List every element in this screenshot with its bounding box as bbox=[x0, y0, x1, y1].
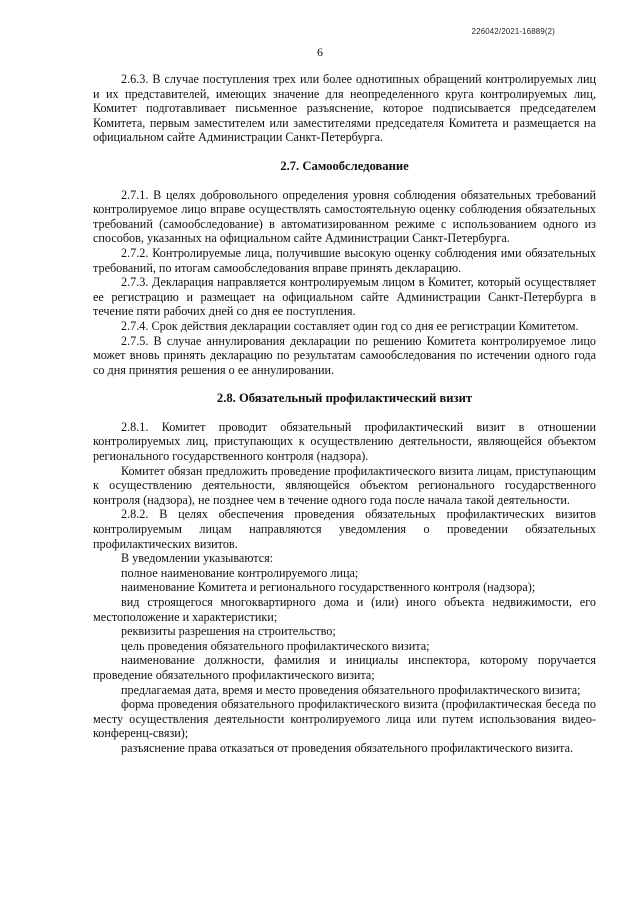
list-item-permit-details: реквизиты разрешения на строительство; bbox=[121, 624, 336, 639]
list-item-inspector: наименование должности, фамилия и инициалы инспектора, которому поручается проведение обязательного профилактического визита; bbox=[93, 653, 596, 682]
paragraph-2-7-4: 2.7.4. Срок действия декларации составляет один год со дня ее регистрации Комитетом. bbox=[121, 318, 579, 333]
paragraph-2-6-3: 2.6.3. В случае поступления трех или более однотипных обращений контролируемых лиц и их представителей, имеющих значение для неопределенного круга контролируемых лиц, Комитет подготавливает письменное разъяснение, которое подписывается председателем Комитета, первым заместителем или заместителями председателя Комитета и размещается на официальном сайте Администрации Санкт-Петербурга. bbox=[93, 72, 596, 145]
list-item-contractor-name: полное наименование контролируемого лица; bbox=[121, 565, 359, 580]
paragraph-2-8-1: 2.8.1. Комитет проводит обязательный профилактический визит в отношении контролируемых лиц, приступающих к осуществлению деятельности, являющейся объектом регионального государственного контроля (надзора). bbox=[93, 419, 596, 464]
section-heading-2-7: 2.7. Самообследование bbox=[280, 158, 409, 173]
list-item-committee-name: наименование Комитета и регионального государственного контроля (надзора); bbox=[121, 580, 536, 595]
paragraph-notice-intro: В уведомлении указываются: bbox=[121, 551, 274, 566]
section-heading-2-8: 2.8. Обязательный профилактический визит bbox=[216, 391, 473, 406]
paragraph-2-7-3: 2.7.3. Декларация направляется контролируемым лицом в Комитет, который осуществляет ее регистрацию и размещает на официальном сайте Администрации Санкт-Петербурга в течение пяти рабочих дней со дня ее поступления. bbox=[93, 275, 596, 319]
list-item-proposed-date: предлагаемая дата, время и место проведения обязательного профилактического визита; bbox=[121, 682, 581, 697]
paragraph-2-7-2: 2.7.2. Контролируемые лица, получившие высокую оценку соблюдения ими обязательных требований, по итогам самообследования вправе принять декларацию. bbox=[93, 245, 596, 275]
list-item-building-type: вид строящегося многоквартирного дома и (или) иного объекта недвижимости, его местоположение и характеристики; bbox=[93, 595, 596, 624]
list-item-visit-form: форма проведения обязательного профилактического визита (профилактическая беседа по месту осуществления деятельности контролируемого лица или путем использования видео-конференц-связи); bbox=[93, 697, 596, 741]
paragraph-2-7-5: 2.7.5. В случае аннулирования декларации по решению Комитета контролируемое лицо может вновь принять декларацию по результатам самообследования по истечении одного года со дня принятия решения о ее аннулировании. bbox=[93, 333, 596, 377]
paragraph-2-8-1-continued: Комитет обязан предложить проведение профилактического визита лицам, приступающим к осуществлению деятельности, являющейся объектом регионального государственного контроля (надзора), не позднее чем в течение одного года после начала такой деятельности. bbox=[93, 463, 596, 507]
paragraph-2-7-1: 2.7.1. В целях добровольного определения уровня соблюдения обязательных требований контролируемое лицо вправе осуществлять самостоятельную оценку соблюдения обязательных требований (самообследование) в автоматизированном режиме с использованием одного из способов, указанных на официальном сайте Администрации Санкт-Петербурга. bbox=[93, 187, 596, 246]
document-registration-number: 226042/2021-16889(2) bbox=[471, 27, 555, 36]
paragraph-2-8-2: 2.8.2. В целях обеспечения проведения обязательных профилактических визитов контролируемым лицам направляются уведомления о проведении обязательных профилактических визитов. bbox=[93, 507, 596, 551]
list-item-right-to-refuse: разъяснение права отказаться от проведения обязательного профилактического визита. bbox=[121, 740, 574, 755]
page-number: 6 bbox=[317, 45, 323, 59]
list-item-visit-purpose: цель проведения обязательного профилактического визита; bbox=[121, 638, 430, 653]
document-body bbox=[93, 72, 596, 756]
